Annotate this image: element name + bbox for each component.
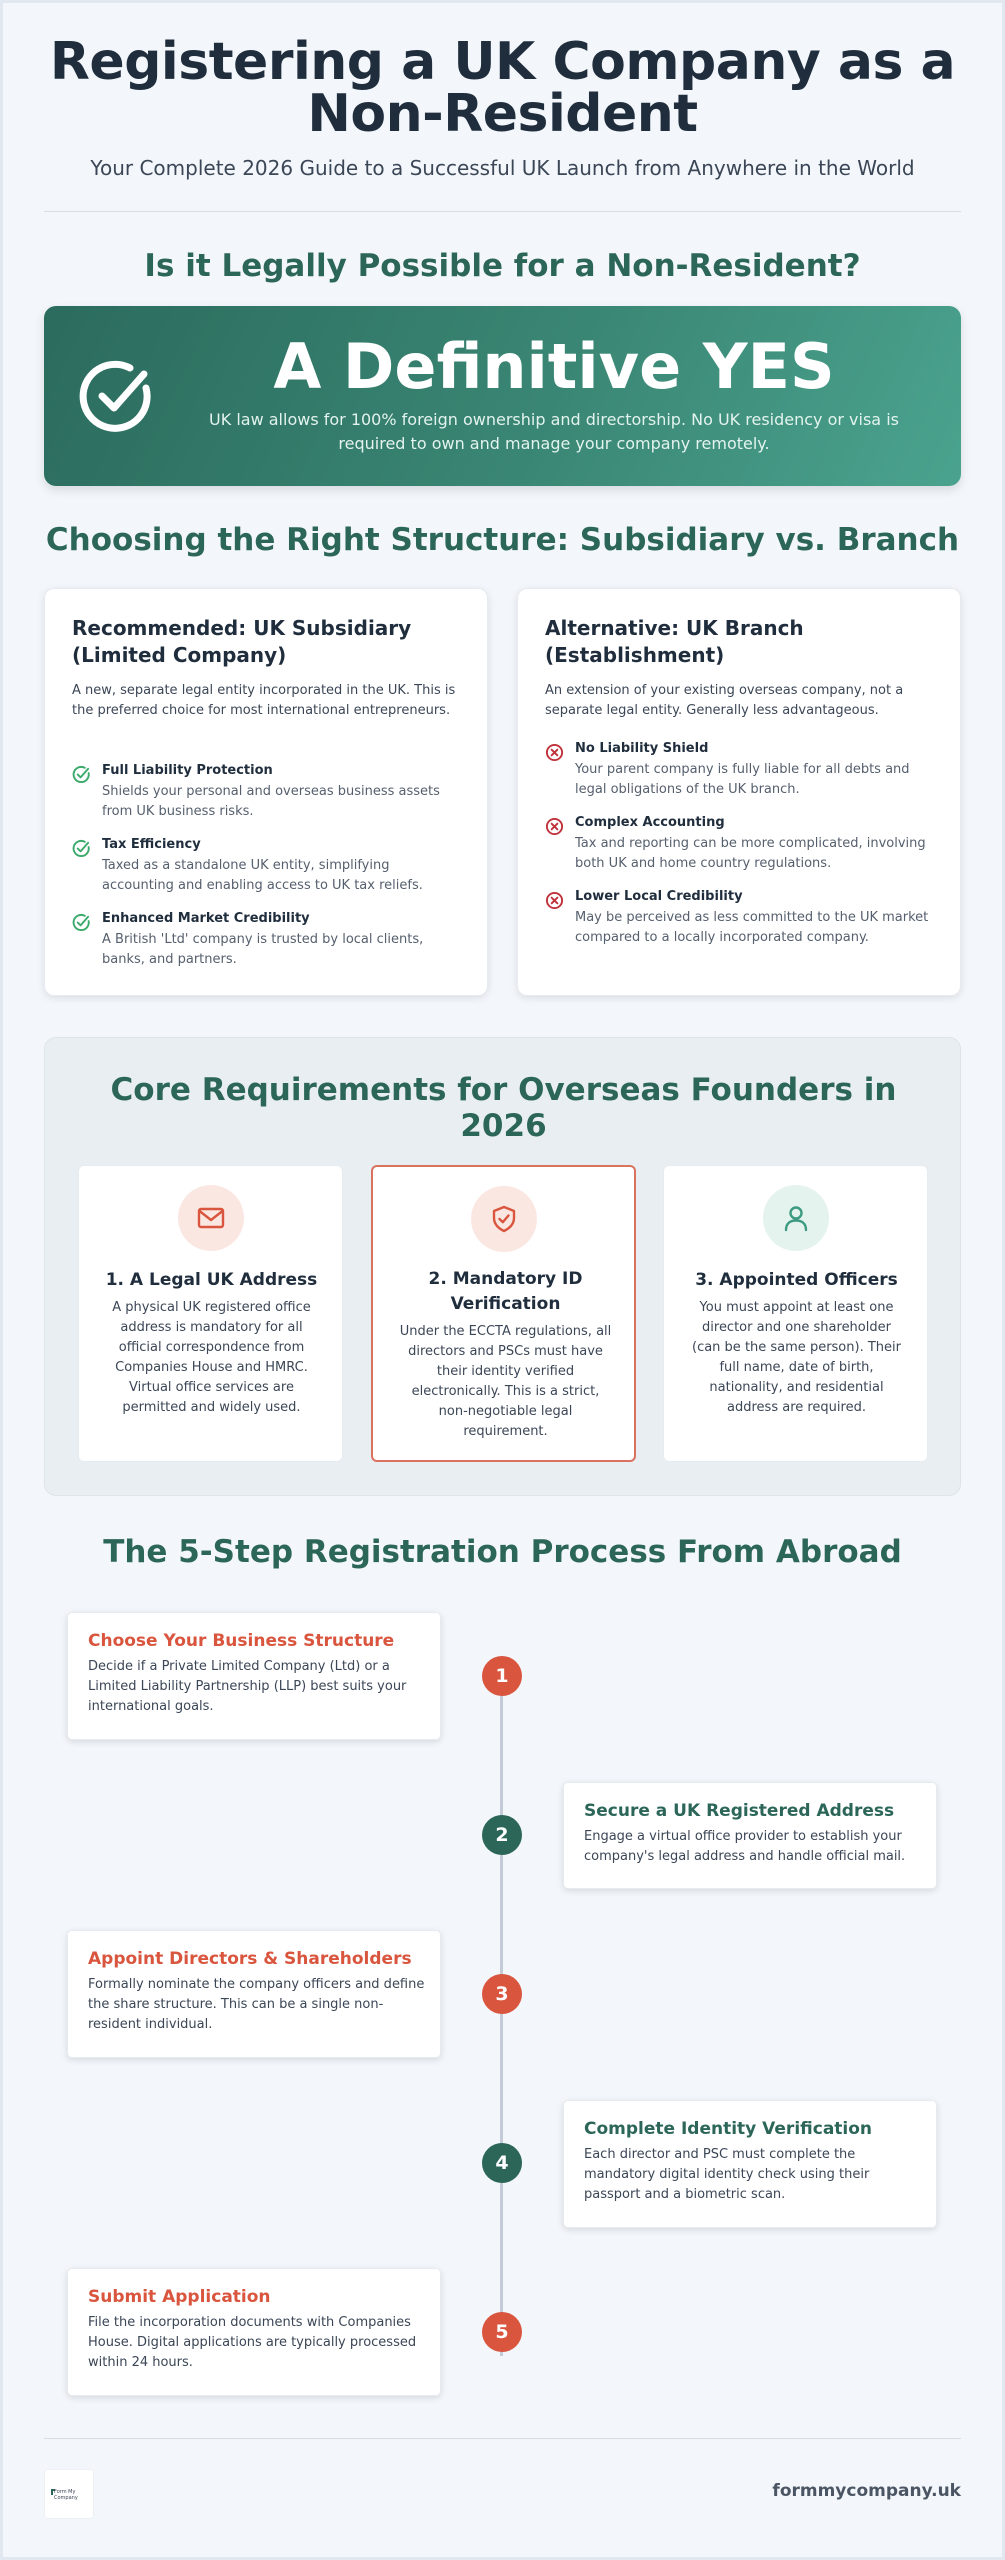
x-circle-icon	[545, 817, 564, 836]
logo-text: Form My Company	[54, 2489, 78, 2501]
step-title: Submit Application	[88, 2287, 271, 2307]
step-card-4	[563, 2100, 937, 2228]
subsidiary-card	[44, 588, 488, 996]
step-card-5	[67, 2268, 441, 2396]
step-number-3: 3	[482, 1974, 522, 2014]
shield-check-icon	[490, 1205, 518, 1233]
requirement-title: 1. A Legal UK Address	[105, 1270, 318, 1290]
requirement-text: Under the ECCTA regulations, all directors and PSCs must have their identity verified electronically. This is a strict, non-negotiable legal requirement.	[399, 1324, 612, 1439]
check-circle-icon	[72, 839, 91, 858]
title-line-2: Non-Resident	[307, 84, 698, 144]
branch-description: An extension of your existing overseas company, not a separate legal entity. Generally less advantageous.	[545, 683, 904, 718]
requirement-card-officers	[663, 1165, 928, 1462]
requirement-title: 3. Appointed Officers	[695, 1270, 898, 1290]
requirement-card-id	[371, 1165, 636, 1462]
step-card-1	[67, 1612, 441, 1740]
step-number-4: 4	[482, 2143, 522, 2183]
step-number-2: 2	[482, 1815, 522, 1855]
header-divider	[44, 211, 961, 212]
step-card-2	[563, 1782, 937, 1889]
step-title: Appoint Directors & Shareholders	[88, 1949, 412, 1969]
feature-text: May be perceived as less committed to the UK market compared to a locally incorporated company.	[575, 910, 929, 945]
banner-text: UK law allows for 100% foreign ownership and directorship. No UK residency or visa is required to own and manage your company remotely.	[209, 410, 899, 453]
feature-text: Your parent company is fully liable for all debts and legal obligations of the UK branch.	[575, 762, 910, 797]
company-logo[interactable]	[44, 2469, 94, 2519]
branch-card	[517, 588, 961, 996]
mail-icon	[197, 1204, 225, 1232]
step-number-5: 5	[482, 2312, 522, 2352]
title-line-1: Registering a UK Company as a	[49, 32, 956, 92]
banner-title: A Definitive YES	[273, 330, 835, 403]
step-text: Each director and PSC must complete the mandatory digital identity check using their passport and a biometric scan.	[584, 2147, 870, 2202]
step-text: Engage a virtual office provider to establish your company's legal address and handle official mail.	[584, 1829, 906, 1864]
page-subtitle: Your Complete 2026 Guide to a Successful UK Launch from Anywhere in the World	[90, 156, 915, 180]
check-circle-icon	[78, 358, 154, 434]
step-title: Complete Identity Verification	[584, 2119, 873, 2139]
feature-title: Enhanced Market Credibility	[102, 911, 310, 926]
feature-title: Tax Efficiency	[102, 837, 201, 852]
step-number-1: 1	[482, 1656, 522, 1696]
requirement-text: You must appoint at least one director and one shareholder (can be the same person). Their full name, date of birth, nationality, and residential address are required.	[692, 1300, 901, 1415]
check-circle-icon	[72, 765, 91, 784]
feature-title: Full Liability Protection	[102, 763, 273, 778]
x-circle-icon	[545, 743, 564, 762]
process-heading: The 5-Step Registration Process From Abroad	[103, 1534, 902, 1570]
feature-text: A British 'Ltd' company is trusted by local clients, banks, and partners.	[102, 932, 424, 967]
yes-banner	[44, 306, 961, 486]
requirement-title: 2. Mandatory ID Verification	[428, 1269, 583, 1314]
legal-heading: Is it Legally Possible for a Non-Resident?	[144, 248, 861, 284]
footer-divider	[44, 2438, 961, 2439]
step-title: Choose Your Business Structure	[88, 1631, 395, 1651]
requirement-card-address	[78, 1165, 343, 1462]
step-title: Secure a UK Registered Address	[584, 1801, 895, 1821]
core-heading: Core Requirements for Overseas Founders in 2026	[110, 1072, 897, 1144]
step-text: Formally nominate the company officers and define the share structure. This can be a single non-resident individual.	[88, 1977, 425, 2032]
check-circle-icon	[72, 913, 91, 932]
step-text: Decide if a Private Limited Company (Ltd) or a Limited Liability Partnership (LLP) best suits your international goals.	[88, 1659, 407, 1714]
x-circle-icon	[545, 891, 564, 910]
step-card-3	[67, 1930, 441, 2058]
feature-title: No Liability Shield	[575, 741, 709, 756]
step-text: File the incorporation documents with Companies House. Digital applications are typically processed within 24 hours.	[88, 2315, 417, 2370]
subsidiary-description: A new, separate legal entity incorporated in the UK. This is the preferred choice for most international entrepreneurs.	[72, 683, 456, 718]
page-title	[44, 32, 961, 144]
feature-text: Taxed as a standalone UK entity, simplifying accounting and enabling access to UK tax reliefs.	[102, 858, 423, 893]
structure-heading: Choosing the Right Structure: Subsidiary vs. Branch	[45, 522, 960, 558]
feature-text: Shields your personal and overseas business assets from UK business risks.	[102, 784, 440, 819]
branch-title: Alternative: UK Branch (Establishment)	[545, 616, 804, 667]
requirement-text: A physical UK registered office address is mandatory for all official correspondence from Companies House and HMRC. Virtual office services are permitted and widely used.	[112, 1300, 311, 1415]
feature-title: Complex Accounting	[575, 815, 725, 830]
core-requirements	[44, 1037, 961, 1496]
footer-website[interactable]: formmycompany.uk	[772, 2481, 961, 2501]
feature-title: Lower Local Credibility	[575, 889, 743, 904]
feature-text: Tax and reporting can be more complicated, involving both UK and home country regulations.	[575, 836, 926, 871]
user-icon	[782, 1204, 810, 1232]
subsidiary-title: Recommended: UK Subsidiary (Limited Company)	[72, 616, 412, 667]
